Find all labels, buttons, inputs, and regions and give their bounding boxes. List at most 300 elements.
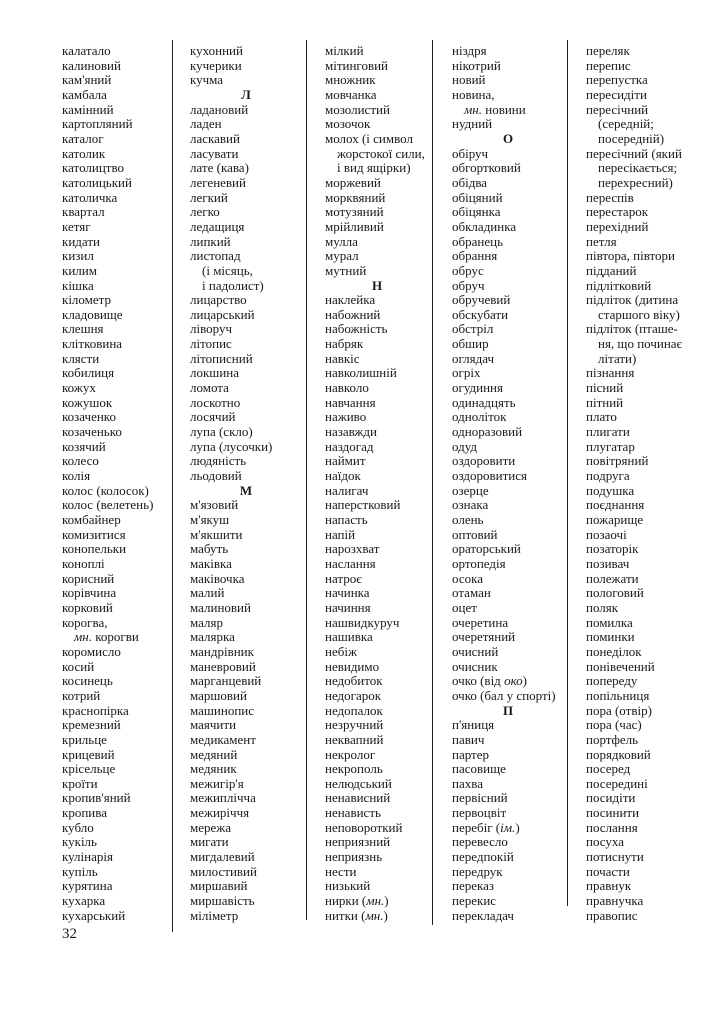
word-entry: назавжди — [325, 424, 377, 440]
word-entry: олень — [452, 512, 484, 527]
entry-text: ) — [384, 893, 389, 909]
word-entry: нелюдський — [325, 775, 392, 791]
word-entry: пологовий — [586, 585, 644, 601]
word-entry: і вид ящірки) — [337, 160, 411, 176]
word-entry: (середній; — [598, 116, 654, 132]
word-entry: літопис — [190, 336, 232, 352]
word-entry: осока — [452, 570, 483, 586]
word-entry: поляк — [586, 599, 619, 615]
word-entry: одинадцять — [452, 394, 516, 410]
word-entry: мигати — [190, 834, 229, 850]
word-entry: послання — [586, 819, 638, 835]
word-entry: мутний — [325, 262, 367, 278]
word-entry: молох (і символ — [325, 130, 413, 146]
word-entry: посинити — [586, 805, 640, 821]
word-entry: мандрівник — [190, 643, 254, 659]
word-entry: католицький — [62, 174, 132, 190]
word-entry: льодовий — [190, 468, 242, 484]
word-entry: навчання — [325, 394, 376, 410]
word-entry: набряк — [325, 336, 364, 352]
word-entry: наздогад — [325, 438, 374, 454]
word-entry: обрання — [452, 248, 498, 264]
word-entry: огудиння — [452, 380, 503, 396]
letter-heading: Н — [371, 277, 383, 293]
word-entry: наїдок — [325, 468, 361, 484]
word-entry: ораторський — [452, 541, 521, 557]
word-entry: посеред — [586, 761, 631, 777]
word-entry: огріх — [452, 365, 481, 381]
word-entry: оптовий — [452, 526, 498, 542]
word-entry: недобиток — [325, 673, 383, 689]
word-entry: перекис — [452, 893, 497, 909]
word-entry: кожух — [62, 380, 96, 396]
word-entry: клясти — [62, 350, 100, 366]
word-entry: ніздря — [452, 43, 487, 58]
word-entry: наклейка — [325, 292, 376, 308]
word-entry: липкий — [190, 233, 231, 249]
word-entry: обкладинка — [452, 218, 517, 234]
word-entry: малярка — [190, 629, 235, 645]
word-entry: кропив'яний — [62, 790, 131, 806]
word-entry: низький — [325, 878, 371, 894]
word-entry: католицтво — [62, 160, 125, 176]
word-entry: картопляний — [62, 116, 133, 132]
word-entry: нудний — [452, 116, 493, 132]
word-entry: недопалок — [325, 702, 383, 718]
word-entry: купіль — [62, 863, 98, 879]
word-entry: плугатар — [586, 438, 635, 454]
word-entry: оздоровитися — [452, 468, 527, 484]
word-entry: п'яниця — [452, 717, 495, 733]
word-entry: обручевий — [452, 292, 511, 308]
abbreviation: ім. — [500, 819, 516, 835]
word-entry: попільниця — [586, 687, 650, 703]
entry-text: нирки ( — [325, 893, 367, 909]
word-entry: старшого віку) — [598, 306, 680, 322]
word-column-2 — [190, 44, 302, 923]
word-entry: коноплі — [62, 555, 105, 571]
word-entry: мілкий — [325, 43, 364, 58]
word-entry: пасовище — [452, 761, 506, 777]
word-entry: правопис — [586, 907, 638, 923]
word-entry: неповороткий — [325, 819, 403, 835]
word-entry: козячий — [62, 438, 106, 454]
word-entry: колос (колосок) — [62, 482, 149, 498]
word-entry: набожність — [325, 321, 388, 337]
word-entry: незручний — [325, 717, 384, 733]
word-entry: обіцянка — [452, 204, 501, 220]
word-entry: кобилиця — [62, 365, 115, 381]
word-entry: медяник — [190, 761, 237, 777]
word-entry: межиплічча — [190, 790, 256, 806]
word-entry: натроє — [325, 570, 362, 586]
word-entry: очисний — [452, 643, 499, 659]
word-entry: очеретяний — [452, 629, 516, 645]
word-entry: листопад — [190, 248, 241, 264]
word-entry: подруга — [586, 468, 630, 484]
word-entry: ласувати — [190, 145, 239, 161]
word-entry: кухарка — [62, 893, 106, 909]
word-entry: легкий — [190, 189, 228, 205]
word-entry: неприязнь — [325, 849, 383, 865]
word-entry: обруч — [452, 277, 485, 293]
word-entry: посередній) — [598, 130, 665, 146]
word-entry: кетяг — [62, 218, 91, 234]
word-entry: одноразовий — [452, 424, 523, 440]
word-entry: набожний — [325, 306, 381, 322]
word-entry: маршовий — [190, 687, 247, 703]
word-entry: наперстковий — [325, 497, 401, 513]
word-entry: ненависний — [325, 790, 391, 806]
abbreviation: мн. — [365, 907, 384, 923]
word-entry: попереду — [586, 673, 638, 689]
word-entry: порядковий — [586, 746, 651, 762]
word-entry: пересікається; — [598, 160, 678, 176]
word-entry: кухонний — [190, 43, 243, 58]
word-entry: пісний — [586, 380, 624, 396]
word-entry: півтора, півтори — [586, 248, 676, 264]
word-entry: одуд — [452, 438, 478, 454]
word-column-5 — [586, 44, 706, 923]
word-entry: мулла — [325, 233, 358, 249]
word-entry — [452, 821, 564, 836]
word-entry — [452, 103, 564, 118]
word-entry: комизитися — [62, 526, 126, 542]
word-entry: пересічний (який — [586, 145, 682, 161]
abbreviation: мн. — [366, 893, 385, 909]
word-entry: мовчанка — [325, 86, 377, 102]
word-entry: кизил — [62, 248, 94, 264]
word-entry: лоскотно — [190, 394, 241, 410]
word-entry: павич — [452, 731, 485, 747]
word-entry: колесо — [62, 453, 99, 469]
word-entry: помилка — [586, 614, 633, 630]
word-entry: клітковина — [62, 336, 123, 352]
word-entry: милостивий — [190, 863, 257, 879]
word-entry: пора (час) — [586, 717, 642, 733]
word-entry: обідва — [452, 174, 488, 190]
word-entry: посуха — [586, 834, 624, 850]
word-entry: миршавий — [190, 878, 248, 894]
word-entry: ласкавий — [190, 130, 240, 146]
word-entry: миршавість — [190, 893, 255, 909]
word-entry: перепустка — [586, 72, 648, 88]
word-entry: кам'яний — [62, 72, 112, 88]
word-entry: каталог — [62, 130, 104, 146]
word-entry: квартал — [62, 204, 105, 220]
word-entry: козаченко — [62, 409, 116, 425]
word-entry: косинець — [62, 673, 113, 689]
column-divider — [567, 40, 568, 906]
word-entry: портфель — [586, 731, 639, 747]
word-entry: легко — [190, 204, 220, 220]
word-entry: обрус — [452, 262, 484, 278]
word-entry: маляр — [190, 614, 223, 630]
word-entry: кішка — [62, 277, 94, 293]
word-entry: ледащиця — [190, 218, 245, 234]
entry-text: ) — [522, 673, 527, 689]
word-entry: підліток (пташе- — [586, 321, 678, 337]
word-entry: очко (бал у спорті) — [452, 687, 556, 703]
word-entry: наживо — [325, 409, 367, 425]
word-entry: ладановий — [190, 101, 249, 117]
word-entry: маківка — [190, 555, 232, 571]
word-entry: лупа (лусочки) — [190, 438, 273, 454]
word-entry: поминки — [586, 629, 635, 645]
word-entry: жорстокої сили, — [337, 145, 425, 161]
word-entry: обшир — [452, 336, 489, 352]
column-divider — [172, 40, 173, 932]
word-entry: первоцвіт — [452, 805, 507, 821]
word-entry: мозочок — [325, 116, 371, 132]
column-divider — [306, 40, 307, 920]
word-entry: потиснути — [586, 849, 644, 865]
word-entry: колос (велетень) — [62, 497, 154, 513]
word-entry: неприязний — [325, 834, 391, 850]
word-entry: перестарок — [586, 204, 649, 220]
word-entry: очеретина — [452, 614, 509, 630]
word-entry: мозолистий — [325, 101, 390, 117]
word-entry: нашвидкуруч — [325, 614, 400, 630]
word-entry: оцет — [452, 599, 477, 615]
word-entry: корисний — [62, 570, 115, 586]
word-entry: мережа — [190, 819, 232, 835]
word-entry: лате (кава) — [190, 160, 249, 176]
word-entry: кухарський — [62, 907, 126, 923]
word-entry: поєднання — [586, 497, 645, 513]
word-entry: наймит — [325, 453, 366, 469]
word-entry: небіж — [325, 643, 357, 659]
word-entry: пахва — [452, 775, 483, 791]
word-entry: ненависть — [325, 805, 381, 821]
word-entry: краснопірка — [62, 702, 129, 718]
word-entry: правнук — [586, 878, 632, 894]
word-entry: калатало — [62, 43, 111, 58]
word-entry: підліток (дитина — [586, 292, 679, 308]
word-entry: обскубати — [452, 306, 509, 322]
word-entry: нарозхват — [325, 541, 380, 557]
word-entry: крісельце — [62, 761, 116, 777]
word-entry: лицарство — [190, 292, 247, 308]
word-entry: посидіти — [586, 790, 636, 806]
word-entry: курятина — [62, 878, 113, 894]
word-entry: підлітковий — [586, 277, 652, 293]
entry-text: нитки ( — [325, 907, 366, 923]
word-entry: озерце — [452, 482, 489, 498]
word-entry: кукіль — [62, 834, 97, 850]
word-entry: правнучка — [586, 893, 644, 909]
word-entry: коромисло — [62, 643, 121, 659]
word-entry: кубло — [62, 819, 94, 835]
word-entry: оглядач — [452, 350, 495, 366]
word-entry: кидати — [62, 233, 100, 249]
word-entry — [325, 894, 429, 909]
word-entry: посередині — [586, 775, 648, 791]
word-entry: одноліток — [452, 409, 507, 425]
word-entry: множник — [325, 72, 376, 88]
word-entry: налигач — [325, 482, 369, 498]
word-entry: наслання — [325, 555, 376, 571]
word-entry: католик — [62, 145, 106, 161]
word-entry: новина, — [452, 86, 495, 102]
word-entry: некрополь — [325, 761, 383, 777]
word-column-4 — [452, 44, 564, 923]
word-entry: маківочка — [190, 570, 245, 586]
word-entry: камбала — [62, 86, 107, 102]
word-entry: пітний — [586, 394, 624, 410]
word-entry: косий — [62, 658, 95, 674]
word-entry: обіруч — [452, 145, 489, 161]
word-entry: кожушок — [62, 394, 113, 410]
word-entry: перехідний — [586, 218, 649, 234]
word-entry: ознака — [452, 497, 489, 513]
word-entry: католичка — [62, 189, 118, 205]
word-entry: позаочі — [586, 526, 627, 542]
word-entry: позаторік — [586, 541, 639, 557]
word-entry: очисник — [452, 658, 498, 674]
word-entry: котрий — [62, 687, 101, 703]
word-entry: калиновий — [62, 57, 121, 73]
word-entry: перепис — [586, 57, 631, 73]
word-entry: мрійливий — [325, 218, 384, 234]
word-entry: навколишній — [325, 365, 397, 381]
word-entry: обгортковий — [452, 160, 521, 176]
word-entry: мабуть — [190, 541, 229, 557]
word-entry: легеневий — [190, 174, 246, 190]
word-entry: і падолист) — [202, 277, 264, 293]
word-entry: полежати — [586, 570, 639, 586]
word-entry: почасти — [586, 863, 630, 879]
word-entry: кладовище — [62, 306, 123, 322]
entry-text: корогви — [92, 629, 139, 645]
word-entry: понівечений — [586, 658, 655, 674]
word-entry: ня, що починає — [598, 336, 683, 352]
word-entry: машинопис — [190, 702, 255, 718]
word-column-3 — [325, 44, 429, 923]
word-entry: нести — [325, 863, 357, 879]
letter-heading: Л — [241, 86, 251, 102]
word-entry: м'якуш — [190, 512, 230, 527]
word-column-1 — [62, 44, 170, 923]
word-entry: недогарок — [325, 687, 382, 703]
word-entry: комбайнер — [62, 512, 121, 527]
word-entry: обстріл — [452, 321, 494, 337]
word-entry: лупа (скло) — [190, 424, 253, 440]
word-entry — [325, 909, 429, 924]
word-entry: літати) — [598, 350, 637, 366]
word-entry: крильце — [62, 731, 107, 747]
word-entry: мотузяний — [325, 204, 384, 220]
word-entry: кучма — [190, 72, 224, 88]
word-entry: літописний — [190, 350, 253, 366]
abbreviation: мн. — [464, 101, 482, 117]
word-entry: перевесло — [452, 834, 508, 850]
word-entry: пересічний — [586, 101, 649, 117]
word-entry: перекладач — [452, 907, 514, 923]
word-entry: пожарище — [586, 512, 644, 527]
word-entry: обіцяний — [452, 189, 503, 205]
word-entry: нашивка — [325, 629, 373, 645]
word-entry: повітряний — [586, 453, 649, 469]
word-entry: корковий — [62, 599, 113, 615]
word-entry: лицарський — [190, 306, 255, 322]
word-entry: крицевий — [62, 746, 115, 762]
entry-text: ) — [383, 907, 388, 923]
word-entry: некролог — [325, 746, 376, 762]
column-divider — [432, 40, 433, 925]
word-entry: навколо — [325, 380, 369, 396]
word-entry: малиновий — [190, 599, 251, 615]
word-entry: клешня — [62, 321, 104, 337]
word-entry: людяність — [190, 453, 247, 469]
word-entry: міліметр — [190, 907, 239, 923]
word-entry: напасть — [325, 512, 368, 527]
word-entry: плигати — [586, 424, 630, 440]
word-entry: отаман — [452, 585, 491, 601]
word-entry: мурал — [325, 248, 359, 264]
word-entry: подушка — [586, 482, 635, 498]
word-entry: плато — [586, 409, 617, 425]
entry-text: перебіг ( — [452, 819, 501, 835]
letter-heading: П — [502, 702, 514, 718]
word-entry: м'язовий — [190, 497, 239, 513]
word-entry: маячити — [190, 717, 237, 733]
word-entry: пізнання — [586, 365, 635, 381]
entry-text: очко (від — [452, 673, 505, 689]
word-entry: мигдалевий — [190, 849, 255, 865]
word-entry: напій — [325, 526, 356, 542]
word-entry: медяний — [190, 746, 238, 762]
letter-heading: О — [502, 130, 514, 146]
word-entry: локшина — [190, 365, 239, 381]
word-entry: петля — [586, 233, 617, 249]
abbreviation: око — [504, 673, 523, 689]
word-entry: корівчина — [62, 585, 117, 601]
word-entry: ортопедія — [452, 555, 506, 571]
word-entry: навкіс — [325, 350, 360, 366]
word-entry: колія — [62, 468, 91, 484]
word-entry: моржевий — [325, 174, 381, 190]
word-entry: м'якшити — [190, 526, 243, 542]
word-entry — [452, 674, 564, 689]
word-entry: первісний — [452, 790, 508, 806]
word-entry: обранець — [452, 233, 503, 249]
word-entry: позивач — [586, 555, 630, 571]
word-entry: козаченько — [62, 424, 122, 440]
word-entry: оздоровити — [452, 453, 516, 469]
word-entry: кропива — [62, 805, 107, 821]
abbreviation: мн. — [74, 629, 92, 645]
word-entry: кремезний — [62, 717, 121, 733]
word-entry: марганцевий — [190, 673, 262, 689]
entry-text: ) — [515, 819, 520, 835]
word-entry: переляк — [586, 43, 630, 58]
word-entry: пересидіти — [586, 86, 647, 102]
word-entry: морквяний — [325, 189, 386, 205]
page-number: 32 — [62, 926, 77, 942]
word-entry: кулінарія — [62, 849, 113, 865]
word-entry: нікотрий — [452, 57, 501, 73]
word-entry: ладен — [190, 116, 222, 132]
word-entry: (і місяць, — [202, 262, 253, 278]
word-entry: невидимо — [325, 658, 380, 674]
word-entry: переспів — [586, 189, 634, 205]
word-entry: перехресний) — [598, 174, 673, 190]
word-entry: маневровий — [190, 658, 256, 674]
word-entry: партер — [452, 746, 490, 762]
word-entry: медикамент — [190, 731, 256, 747]
word-entry: кучерики — [190, 57, 242, 73]
